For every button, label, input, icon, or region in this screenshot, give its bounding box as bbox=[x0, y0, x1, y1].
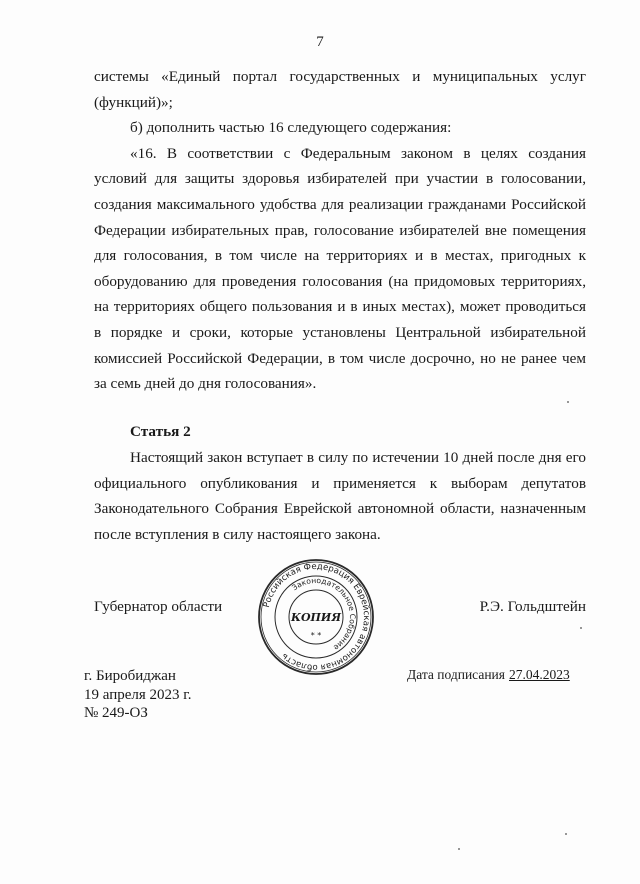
signing-date-block bbox=[407, 667, 570, 683]
seal-stars: * * bbox=[310, 631, 322, 640]
enactment-date: 19 апреля 2023 г. bbox=[84, 686, 192, 703]
enactment-city: г. Биробиджан bbox=[84, 668, 176, 684]
scan-speck bbox=[580, 627, 582, 629]
scan-speck bbox=[567, 401, 569, 403]
article-2-text-block bbox=[94, 445, 586, 547]
seal-center-text: КОПИЯ bbox=[290, 611, 342, 624]
signatory-title: Губернатор области bbox=[94, 598, 223, 615]
signing-date-value: 27.04.2023 bbox=[509, 667, 570, 682]
seal-inner-text: Законодательное Собрание bbox=[290, 575, 358, 653]
signatory-name: Р.Э. Гольдштейн bbox=[479, 598, 586, 615]
enactment-details bbox=[84, 667, 192, 723]
article-2-heading: Статья 2 bbox=[130, 423, 191, 440]
paragraph-amendment-b: б) дополнить частью 16 следующего содержания: bbox=[130, 119, 452, 137]
scan-speck bbox=[565, 833, 567, 835]
seal-outer-text: Российская Федерация Еврейская автономная область bbox=[261, 561, 372, 673]
page-number: 7 bbox=[316, 34, 324, 50]
signature-row bbox=[94, 598, 586, 622]
scan-speck bbox=[458, 848, 460, 850]
paragraph-continuation: системы «Единый портал государственных и муниципальных услуг (функций)»; bbox=[94, 68, 586, 111]
law-number: № 249-ОЗ bbox=[84, 705, 148, 721]
signing-date-label: Дата подписания bbox=[407, 667, 505, 682]
main-text-block bbox=[94, 64, 586, 397]
article-2-paragraph: Настоящий закон вступает в силу по истечении 10 дней после дня его официального опубликования и применяется к выборам депутатов Законодательного Собрания Еврейской автономной области, назначенным после вступления в силу настоящего закона. bbox=[94, 449, 586, 543]
paragraph-part-16: «16. В соответствии с Федеральным законом в целях создания условий для защиты здоровья избирателей при участии в голосовании, создания максимального удобства для реализации гражданами Российской Федерации избирательных прав, голосование избирателей вне помещения для голосования, в том числе на территориях и в местах, пригодных к оборудованию для проведения голосования (на придомовых территориях, на территориях общего пользования и в иных местах), может проводиться в порядке и сроки, которые установлены Центральной избирательной комиссией Российской Федерации, в том числе досрочно, но не ранее чем за семь дней до дня голосования». bbox=[94, 144, 586, 393]
